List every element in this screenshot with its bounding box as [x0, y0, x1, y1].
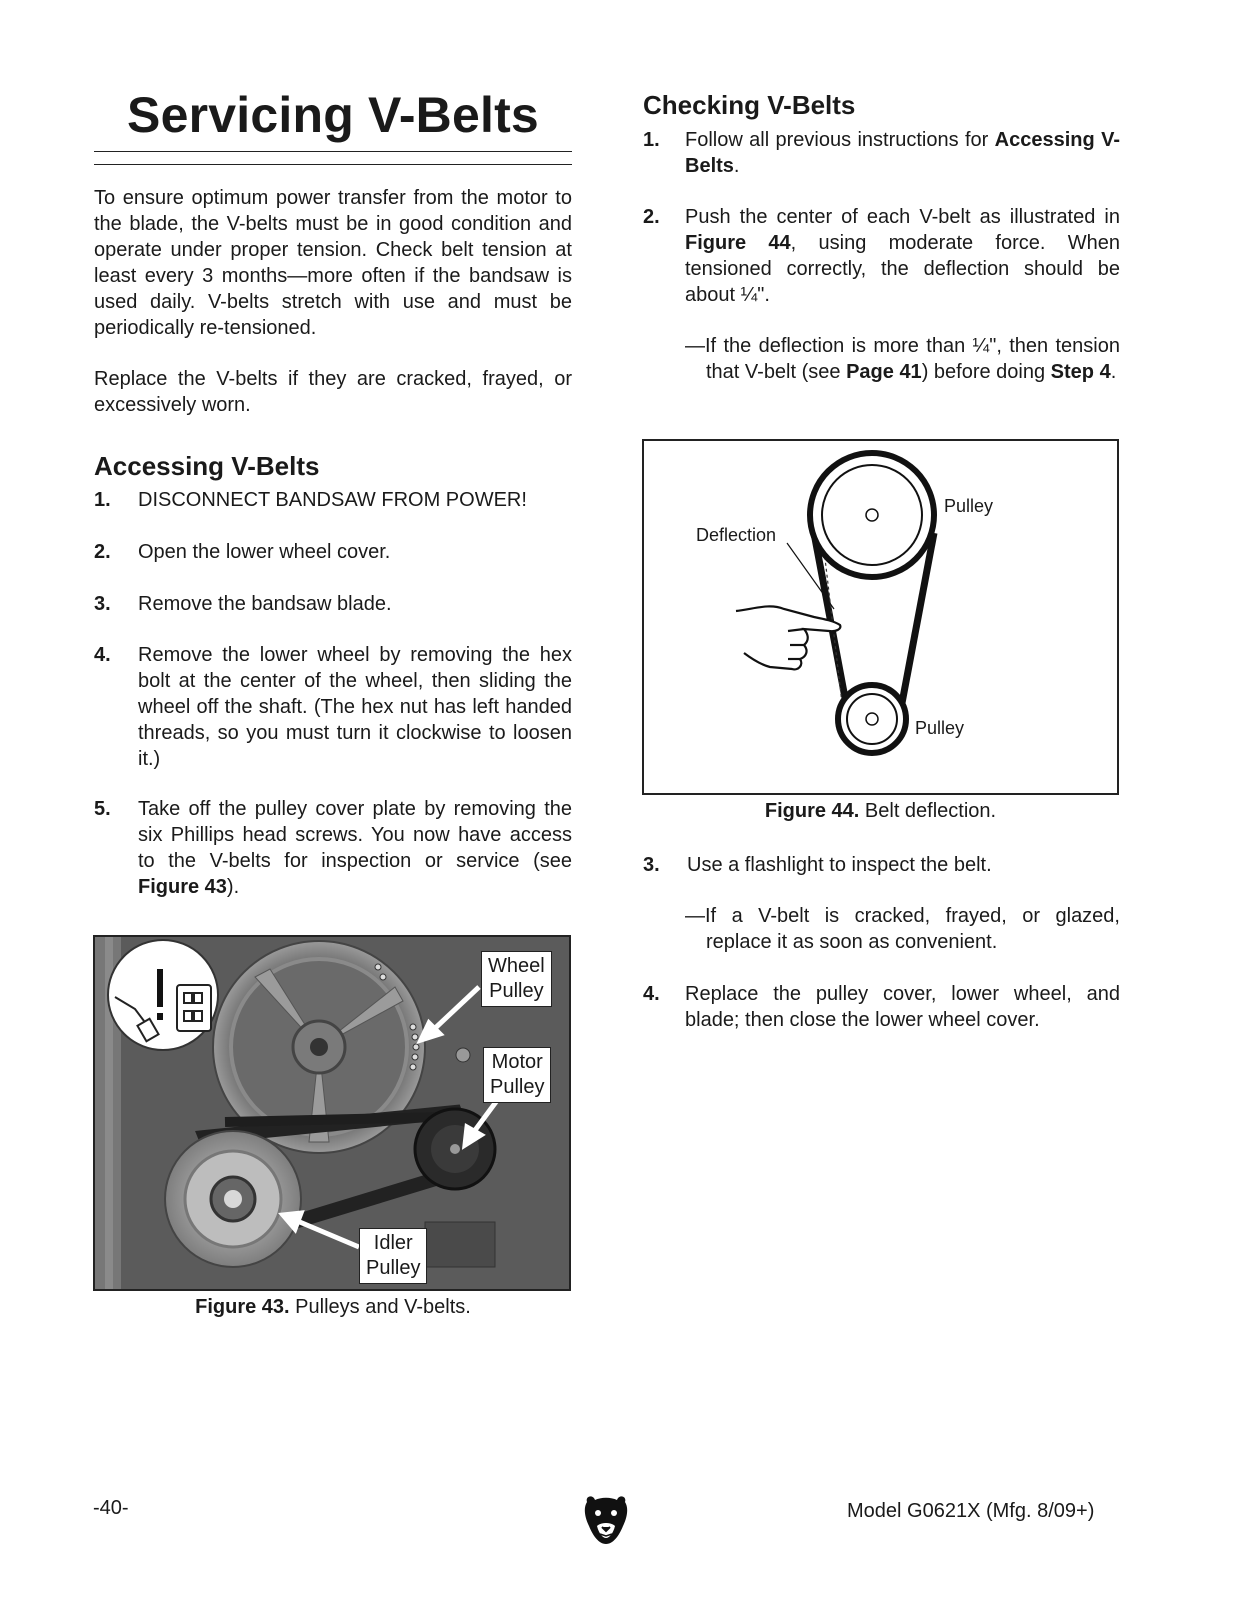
figure-44-caption: Figure 44. Belt deflection. — [764, 800, 997, 822]
page-41-reference: Page 41 — [846, 361, 922, 383]
page-number: -40- — [93, 1497, 129, 1519]
checking-step-2-note: —If the deflection is more than ¼", then tension that V-belt (see Page 41) before doing Step 4. — [685, 335, 1120, 383]
figure-43-photo — [93, 935, 571, 1291]
pulley-bottom-label: Pulley — [915, 718, 965, 738]
replace-paragraph: Replace the V-belts if they are cracked, frayed, or excessively worn. — [94, 368, 572, 416]
checking-heading: Checking V-Belts — [643, 90, 856, 120]
accessing-step-5: 5. Take off the pulley cover plate by removing the six Phillips head screws. You now have access to the V-belts for inspection or service (see Figure 43). — [94, 798, 572, 898]
checking-step-3: 3. Use a flashlight to inspect the belt. — [643, 854, 992, 876]
checking-step-3-note: —If a V-belt is cracked, frayed, or glazed, replace it as soon as convenient. — [685, 905, 1120, 953]
figure-43-caption: Figure 43. Pulleys and V-belts. — [195, 1296, 471, 1318]
checking-step-4: 4. Replace the pulley cover, lower wheel, and blade; then close the lower wheel cover. — [643, 983, 1120, 1031]
accessing-step-2: 2. Open the lower wheel cover. — [94, 541, 391, 563]
grizzly-bear-logo — [583, 1494, 629, 1546]
motor-pulley-label: Motor Pulley — [483, 1047, 551, 1103]
accessing-step-4: 4. Remove the lower wheel by removing the hex bolt at the center of the wheel, then sliding the wheel off the shaft. (The hex nut has left handed threads, so you must turn it clockwise to loosen it.) — [94, 644, 572, 770]
pulley-top-label: Pulley — [944, 496, 994, 516]
intro-paragraph: To ensure optimum power transfer from the motor to the blade, the V-belts must be in good condition and operate under proper tension. Check belt tension at least every 3 months—more often if the bandsaw is used daily. V-belts stretch with use and must be periodically re-tensioned. — [94, 187, 572, 339]
wheel-pulley-label: Wheel Pulley — [481, 951, 552, 1007]
checking-step-1: 1. Follow all previous instructions for Accessing V-Belts. — [643, 129, 1120, 177]
checking-step-2: 2. Push the center of each V-belt as illustrated in Figure 44, using moderate force. When tensioned correctly, the deflection should be about ¼". — [643, 206, 1121, 306]
accessing-heading: Accessing V-Belts — [94, 451, 320, 481]
page-title: Servicing V-Belts — [127, 87, 539, 143]
deflection-label: Deflection — [696, 525, 777, 545]
accessing-step-1: 1. DISCONNECT BANDSAW FROM POWER! — [94, 489, 527, 511]
bear-logo-icon — [583, 1494, 629, 1546]
title-rule-top — [94, 151, 572, 152]
belt-deflection-illustration — [644, 441, 1117, 793]
accessing-reference: Accessing V-Belts — [685, 129, 1120, 177]
figure-44-diagram — [642, 439, 1119, 795]
title-rule-bottom — [94, 164, 572, 165]
model-info: Model G0621X (Mfg. 8/09+) — [847, 1500, 1095, 1522]
figure-44-reference: Figure 44 — [685, 232, 791, 254]
figure-43-reference: Figure 43 — [138, 876, 227, 898]
idler-pulley-label: Idler Pulley — [359, 1228, 427, 1284]
step-4-reference: Step 4 — [1050, 361, 1111, 383]
accessing-step-3: 3. Remove the bandsaw blade. — [94, 593, 392, 615]
pointing-hand-icon — [736, 606, 840, 669]
